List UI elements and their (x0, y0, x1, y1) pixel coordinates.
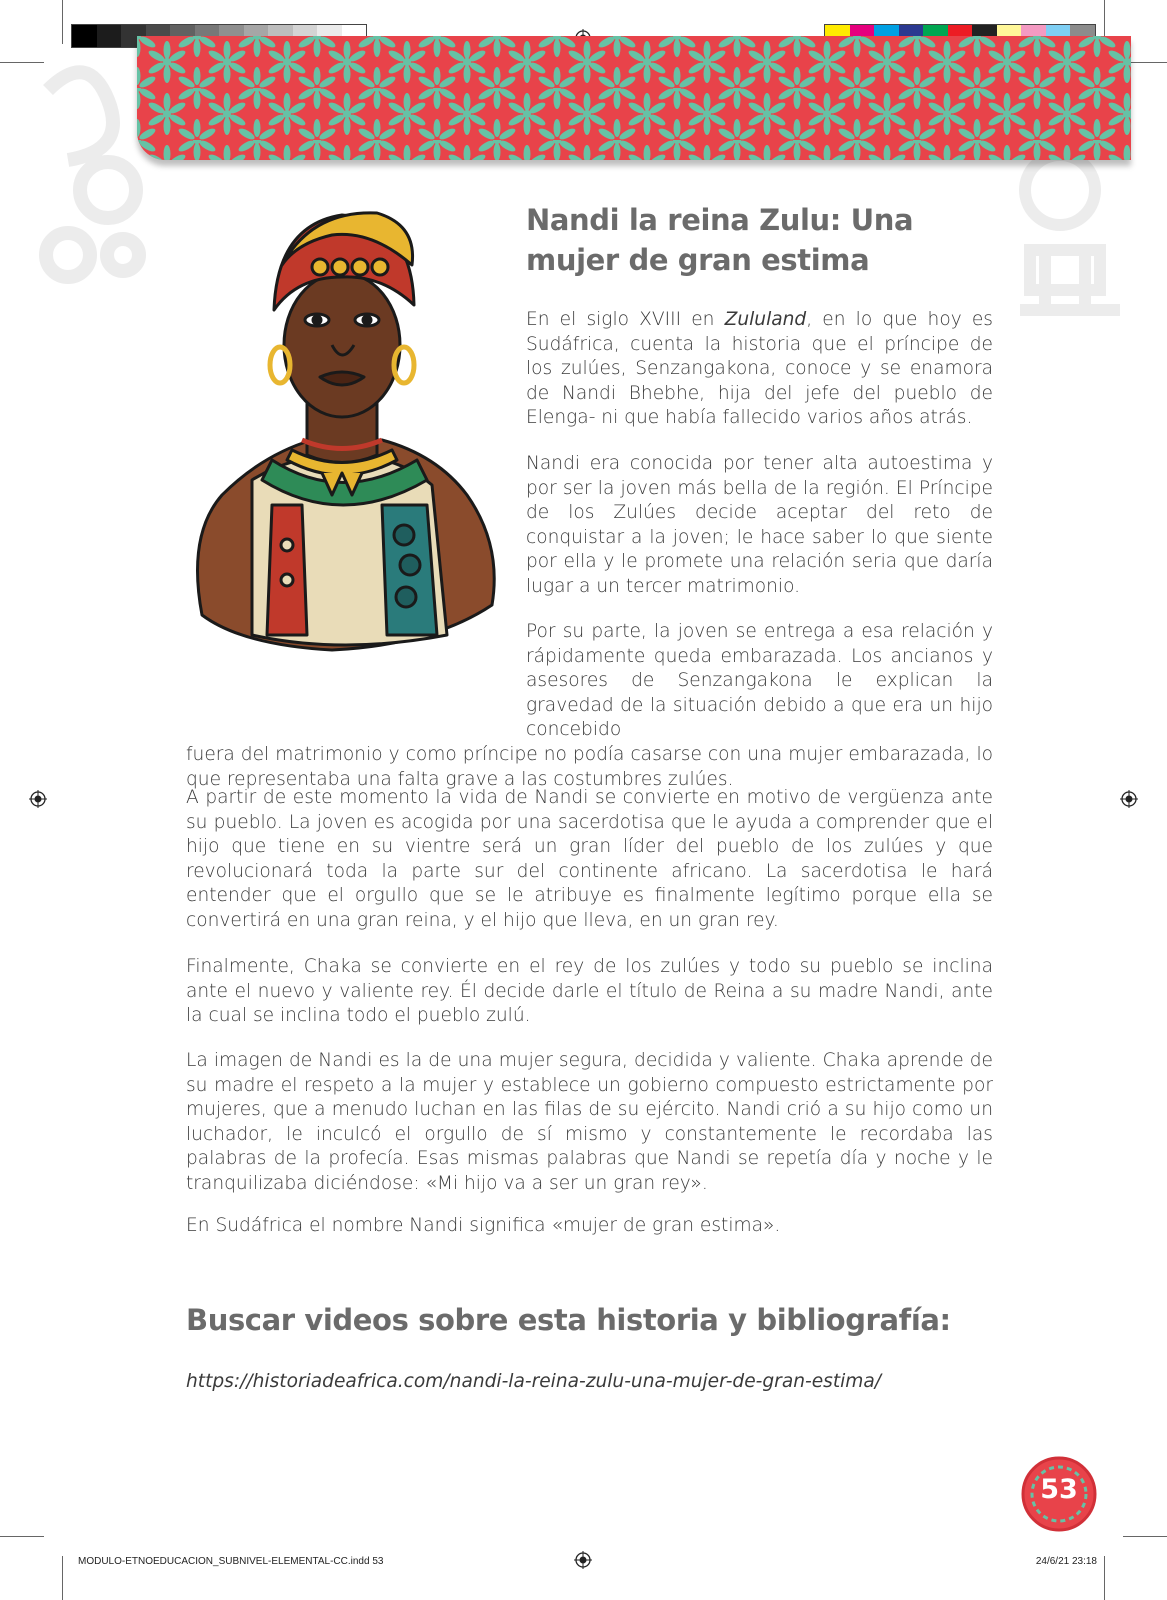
article-paragraph-2: Nandi era conocida por tener alta autoestima y por ser la joven más bella de la región. El Príncipe de los Zulúes decide aceptar del reto de conquistar a la joven; le hace saber lo que siente por ella y le promete una relación seria que daría lugar a un tercer matrimonio. (526, 453, 993, 597)
article-paragraph-4: A partir de este momento la vida de Nandi se convierte en motivo de vergüenza ante su pueblo. La joven es acogida por una sacerdotisa que le ayuda a comprender que el hijo que tiene en su vientre será un gran líder del pueblo de los zulúes y que revolucionará toda la parte sur del continente africano. La sacerdotisa le hará entender que el orgullo que se le atribuye es finalmente legítimo porque ella se convertirá en una gran reina, y el hijo que lleva, en un gran rey. (186, 787, 993, 931)
article-title: Nandi la reina Zulu: Una mujer de gran estima (526, 203, 914, 277)
paragraph-text-narrow: Por su parte, la joven se entrega a esa relación y rápidamente queda embarazada. Los ancianos y asesores de Senzangakona le explican la gravedad de la situación debido a que era un hijo concebido (526, 621, 993, 741)
article-paragraph-6: La imagen de Nandi es la de una mujer segura, decidida y valiente. Chaka aprende de su madre el respeto a la mujer y establece un gobierno compuesto estrictamente por mujeres, que a menudo luchan en las filas de su ejército. Nandi crió a su hijo como un luchador, le inculcó el orgullo de sí mismo y constantemente le recordaba las palabras de la profecía. Esas mismas palabras que Nandi se repetía día y noche y le tranquilizaba diciéndose: «Mi hijo va a ser un gran rey». (186, 1050, 993, 1194)
nandi-portrait-illustration (182, 205, 502, 665)
paragraph-text: , en lo que hoy es Sudáfrica, cuenta la historia que el príncipe de los zulúes, Senzangakona, conoce y se enamora de Nandi Bhebhe, hija del jefe del pueblo de Elenga- ni que había fallecido varios años atrás. (526, 309, 993, 429)
registration-target-icon (574, 1551, 592, 1569)
adinkra-decoration-icon (28, 40, 148, 300)
print-file-slug: MODULO-ETNOEDUCACION_SUBNIVEL-ELEMENTAL-CC.indd 53 (78, 1556, 384, 1567)
crop-mark (1104, 1556, 1105, 1600)
resource-link[interactable]: https://historiadeafrica.com/nandi-la-reina-zulu-una-mujer-de-gran-estima/ (186, 1371, 882, 1392)
article-paragraph-3 (186, 620, 993, 792)
decorative-header-banner (137, 36, 1131, 160)
resources-heading: Buscar videos sobre esta historia y bibliografía: (186, 1303, 951, 1337)
crop-mark (62, 0, 63, 44)
page-number: 53 (1040, 1474, 1078, 1505)
registration-target-icon (29, 790, 47, 808)
paragraph-text-wide: fuera del matrimonio y como príncipe no podía casarse con una mujer embarazada, lo que representaba una falta grave a las costumbres zulúes. (186, 743, 993, 790)
crop-mark (1123, 1536, 1167, 1537)
crop-mark (0, 1536, 44, 1537)
paragraph-text: En el siglo XVIII en (526, 309, 725, 330)
registration-target-icon (1120, 790, 1138, 808)
print-datetime-slug: 24/6/21 23:18 (1035, 1556, 1097, 1567)
paragraph-text (186, 620, 993, 792)
crop-mark (62, 1556, 63, 1600)
article-paragraph-7: En Sudáfrica el nombre Nandi significa «mujer de gran estima». (186, 1215, 781, 1236)
place-name: Zululand (724, 309, 807, 330)
article-paragraph-5: Finalmente, Chaka se convierte en el rey de los zulúes y todo su pueblo se inclina ante el nuevo y valiente rey. Él decide darle el título de Reina a su madre Nandi, ante la cual se inclina todo el pueblo zulú. (186, 956, 993, 1027)
flower-pattern-icon (137, 36, 1131, 160)
article-paragraph-1 (526, 308, 993, 431)
adinkra-decoration-icon (1000, 160, 1140, 330)
